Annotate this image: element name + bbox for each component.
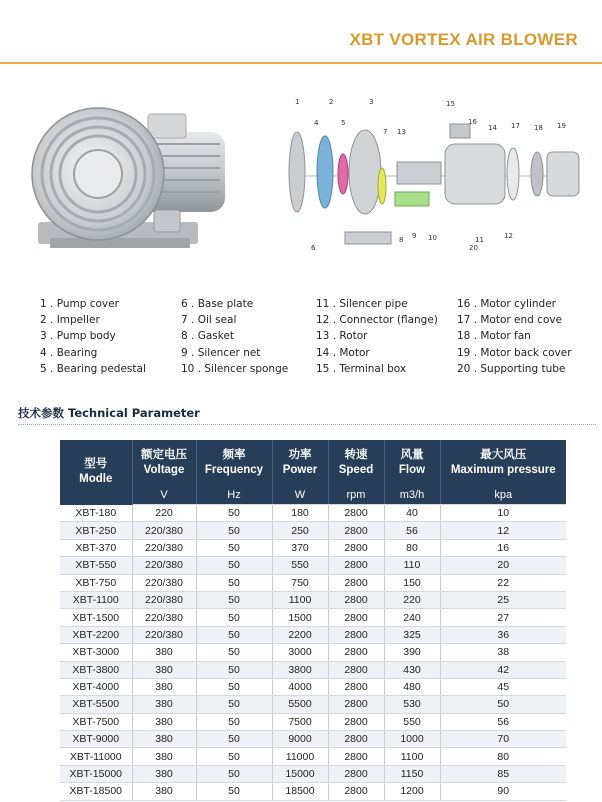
table-cell: 2800 <box>328 765 384 782</box>
table-cell: 1200 <box>384 783 440 800</box>
legend-item: 13 . Rotor <box>316 330 368 343</box>
table-cell: 38 <box>440 644 566 661</box>
callout-4: 4 <box>314 119 319 127</box>
table-cell: 50 <box>196 731 272 748</box>
table-cell: XBT-1100 <box>60 591 132 608</box>
legend-column-2 <box>181 296 288 377</box>
table-cell: 50 <box>196 626 272 643</box>
callout-1: 1 <box>295 98 300 106</box>
table-cell: XBT-4000 <box>60 678 132 695</box>
table-cell: 220 <box>132 505 196 522</box>
table-cell: 27 <box>440 609 566 626</box>
table-row <box>60 609 566 626</box>
legend-item: 17 . Motor end cove <box>457 314 563 327</box>
table-cell: XBT-250 <box>60 522 132 539</box>
table-cell: XBT-370 <box>60 539 132 556</box>
table-cell: 85 <box>440 765 566 782</box>
callout-8: 8 <box>399 236 404 244</box>
table-cell: 220/380 <box>132 609 196 626</box>
table-row <box>60 748 566 765</box>
table-cell: 750 <box>272 574 328 591</box>
table-cell: 1500 <box>272 609 328 626</box>
table-row <box>60 661 566 678</box>
legend-item: 6 . Base plate <box>181 298 254 310</box>
callout-20: 20 <box>469 244 478 252</box>
table-cell: 50 <box>196 522 272 539</box>
legend-item: 5 . Bearing pedestal <box>40 362 146 375</box>
table-cell: 50 <box>196 661 272 678</box>
callout-14: 14 <box>488 124 497 132</box>
table-row <box>60 731 566 748</box>
legend-item: 18 . Motor fan <box>457 330 531 343</box>
table-cell: 3800 <box>272 661 328 678</box>
table-cell: 2800 <box>328 539 384 556</box>
table-cell: 50 <box>196 557 272 574</box>
table-cell: 220/380 <box>132 626 196 643</box>
table-cell: 2800 <box>328 591 384 608</box>
table-cell: 9000 <box>272 731 328 748</box>
legend-item: 15 . Terminal box <box>316 362 407 375</box>
table-cell: 40 <box>384 505 440 522</box>
unit-flow: m3/h <box>384 486 440 505</box>
table-cell: 50 <box>440 696 566 713</box>
table-cell: 5500 <box>272 696 328 713</box>
exploded-view-diagram <box>285 92 585 262</box>
table-cell: 42 <box>440 661 566 678</box>
unit-voltage: V <box>132 486 196 505</box>
table-cell: 4000 <box>272 678 328 695</box>
table-units-row <box>60 486 566 505</box>
table-cell: 80 <box>440 748 566 765</box>
table-cell: 50 <box>196 765 272 782</box>
table-cell: 50 <box>196 505 272 522</box>
table-cell: 380 <box>132 713 196 730</box>
table-cell: 380 <box>132 731 196 748</box>
table-row <box>60 678 566 695</box>
table-cell: 2800 <box>328 522 384 539</box>
table-cell: 530 <box>384 696 440 713</box>
table-cell: XBT-3000 <box>60 644 132 661</box>
table-cell: 380 <box>132 661 196 678</box>
unit-frequency: Hz <box>196 486 272 505</box>
table-row <box>60 539 566 556</box>
callout-3: 3 <box>369 98 374 106</box>
table-row <box>60 713 566 730</box>
unit-power: W <box>272 486 328 505</box>
table-cell: 11000 <box>272 748 328 765</box>
column-header-max-pressure: 最大风压 Maximum pressure <box>440 440 566 486</box>
table-cell: 2800 <box>328 713 384 730</box>
table-row <box>60 644 566 661</box>
column-header-speed: 转速 Speed <box>328 440 384 486</box>
table-cell: 480 <box>384 678 440 695</box>
table-cell: XBT-7500 <box>60 713 132 730</box>
table-row <box>60 591 566 608</box>
section-divider <box>18 424 596 425</box>
blower-product-image <box>20 92 230 282</box>
legend-column-4 <box>457 296 572 377</box>
legend-item: 1 . Pump cover <box>40 298 119 310</box>
table-cell: 220/380 <box>132 522 196 539</box>
callout-17: 17 <box>511 122 520 130</box>
legend-item: 19 . Motor back cover <box>457 346 572 359</box>
table-cell: 370 <box>272 539 328 556</box>
table-cell: 50 <box>196 783 272 800</box>
table-cell: 50 <box>196 678 272 695</box>
column-header-model: 型号 Modle <box>60 440 132 505</box>
table-cell: 2800 <box>328 609 384 626</box>
table-cell: 2800 <box>328 626 384 643</box>
legend-item: 7 . Oil seal <box>181 314 237 327</box>
table-cell: 240 <box>384 609 440 626</box>
callout-7: 7 <box>383 128 388 136</box>
table-cell: 50 <box>196 748 272 765</box>
table-cell: 12 <box>440 522 566 539</box>
column-header-voltage: 额定电压 Voltage <box>132 440 196 486</box>
table-row <box>60 557 566 574</box>
table-cell: 1150 <box>384 765 440 782</box>
table-header-row <box>60 440 566 486</box>
table-cell: 325 <box>384 626 440 643</box>
table-cell: 1100 <box>384 748 440 765</box>
table-cell: 550 <box>384 713 440 730</box>
column-header-flow: 风量 Flow <box>384 440 440 486</box>
legend-item: 8 . Gasket <box>181 330 235 343</box>
callout-6: 6 <box>311 244 316 252</box>
unit-pressure: kpa <box>440 486 566 505</box>
table-cell: 50 <box>196 591 272 608</box>
table-cell: XBT-180 <box>60 505 132 522</box>
table-cell: 220/380 <box>132 557 196 574</box>
table-cell: 380 <box>132 644 196 661</box>
unit-speed: rpm <box>328 486 384 505</box>
legend-item: 20 . Supporting tube <box>457 362 566 375</box>
table-row <box>60 522 566 539</box>
table-cell: 15000 <box>272 765 328 782</box>
callout-2: 2 <box>329 98 334 106</box>
table-cell: 220 <box>384 591 440 608</box>
section-title: 技术参数 Technical Parameter <box>18 406 200 420</box>
legend-item: 4 . Bearing <box>40 346 98 359</box>
table-cell: 220/380 <box>132 539 196 556</box>
table-cell: 110 <box>384 557 440 574</box>
table-cell: 2800 <box>328 505 384 522</box>
legend-item: 9 . Silencer net <box>181 346 261 359</box>
table-row <box>60 626 566 643</box>
table-cell: XBT-15000 <box>60 765 132 782</box>
legend-item: 3 . Pump body <box>40 330 116 343</box>
table-cell: 2800 <box>328 661 384 678</box>
table-cell: 390 <box>384 644 440 661</box>
technical-parameter-table <box>60 440 566 801</box>
table-cell: 50 <box>196 713 272 730</box>
table-cell: 220/380 <box>132 574 196 591</box>
legend-item: 2 . Impeller <box>40 314 100 327</box>
table-cell: 3000 <box>272 644 328 661</box>
column-header-power: 功率 Power <box>272 440 328 486</box>
table-cell: 2800 <box>328 644 384 661</box>
table-cell: 2800 <box>328 748 384 765</box>
table-cell: 22 <box>440 574 566 591</box>
table-cell: 25 <box>440 591 566 608</box>
legend-column-1 <box>40 296 146 377</box>
legend-column-3 <box>316 296 438 377</box>
table-cell: 50 <box>196 574 272 591</box>
table-cell: 380 <box>132 748 196 765</box>
legend-item: 12 . Connector (flange) <box>316 314 438 327</box>
table-cell: 50 <box>196 609 272 626</box>
table-cell: XBT-9000 <box>60 731 132 748</box>
table-cell: XBT-750 <box>60 574 132 591</box>
title-divider <box>0 62 602 64</box>
table-cell: 16 <box>440 539 566 556</box>
table-cell: 90 <box>440 783 566 800</box>
table-cell: 2800 <box>328 557 384 574</box>
table-cell: 20 <box>440 557 566 574</box>
table-cell: 10 <box>440 505 566 522</box>
table-cell: 2200 <box>272 626 328 643</box>
callout-13: 13 <box>397 128 406 136</box>
table-cell: 380 <box>132 678 196 695</box>
table-row <box>60 765 566 782</box>
table-cell: XBT-18500 <box>60 783 132 800</box>
callout-5: 5 <box>341 119 346 127</box>
table-row <box>60 783 566 800</box>
table-cell: 430 <box>384 661 440 678</box>
legend-item: 11 . Silencer pipe <box>316 298 408 310</box>
table-cell: 80 <box>384 539 440 556</box>
table-cell: 56 <box>440 713 566 730</box>
table-cell: XBT-550 <box>60 557 132 574</box>
table-cell: XBT-1500 <box>60 609 132 626</box>
table-cell: 2800 <box>328 696 384 713</box>
table-cell: 380 <box>132 765 196 782</box>
legend-item: 10 . Silencer sponge <box>181 362 289 375</box>
table-cell: 220/380 <box>132 591 196 608</box>
table-cell: 2800 <box>328 731 384 748</box>
table-cell: 380 <box>132 696 196 713</box>
table-cell: 50 <box>196 696 272 713</box>
callout-16: 16 <box>468 118 477 126</box>
table-cell: XBT-2200 <box>60 626 132 643</box>
table-cell: XBT-11000 <box>60 748 132 765</box>
callout-15: 15 <box>446 100 455 108</box>
table-cell: 1100 <box>272 591 328 608</box>
column-header-frequency: 频率 Frequency <box>196 440 272 486</box>
callout-10: 10 <box>428 234 437 242</box>
legend-item: 16 . Motor cylinder <box>457 298 556 310</box>
table-cell: 180 <box>272 505 328 522</box>
table-row <box>60 505 566 522</box>
table-cell: 56 <box>384 522 440 539</box>
legend-item: 14 . Motor <box>316 346 370 359</box>
callout-11: 11 <box>475 236 484 244</box>
table-row <box>60 574 566 591</box>
table-cell: 50 <box>196 644 272 661</box>
table-cell: XBT-5500 <box>60 696 132 713</box>
table-cell: 150 <box>384 574 440 591</box>
table-cell: XBT-3800 <box>60 661 132 678</box>
table-cell: 380 <box>132 783 196 800</box>
table-cell: 70 <box>440 731 566 748</box>
table-cell: 1000 <box>384 731 440 748</box>
table-row <box>60 696 566 713</box>
table-cell: 45 <box>440 678 566 695</box>
table-cell: 550 <box>272 557 328 574</box>
table-cell: 2800 <box>328 678 384 695</box>
page-title: XBT VORTEX AIR BLOWER <box>349 30 578 49</box>
callout-12: 12 <box>504 232 513 240</box>
table-cell: 50 <box>196 539 272 556</box>
callout-9: 9 <box>412 232 417 240</box>
callout-19: 19 <box>557 122 566 130</box>
table-cell: 36 <box>440 626 566 643</box>
table-body <box>60 505 566 801</box>
table-cell: 250 <box>272 522 328 539</box>
table-cell: 18500 <box>272 783 328 800</box>
table-cell: 2800 <box>328 783 384 800</box>
callout-18: 18 <box>534 124 543 132</box>
table-cell: 7500 <box>272 713 328 730</box>
table-cell: 2800 <box>328 574 384 591</box>
